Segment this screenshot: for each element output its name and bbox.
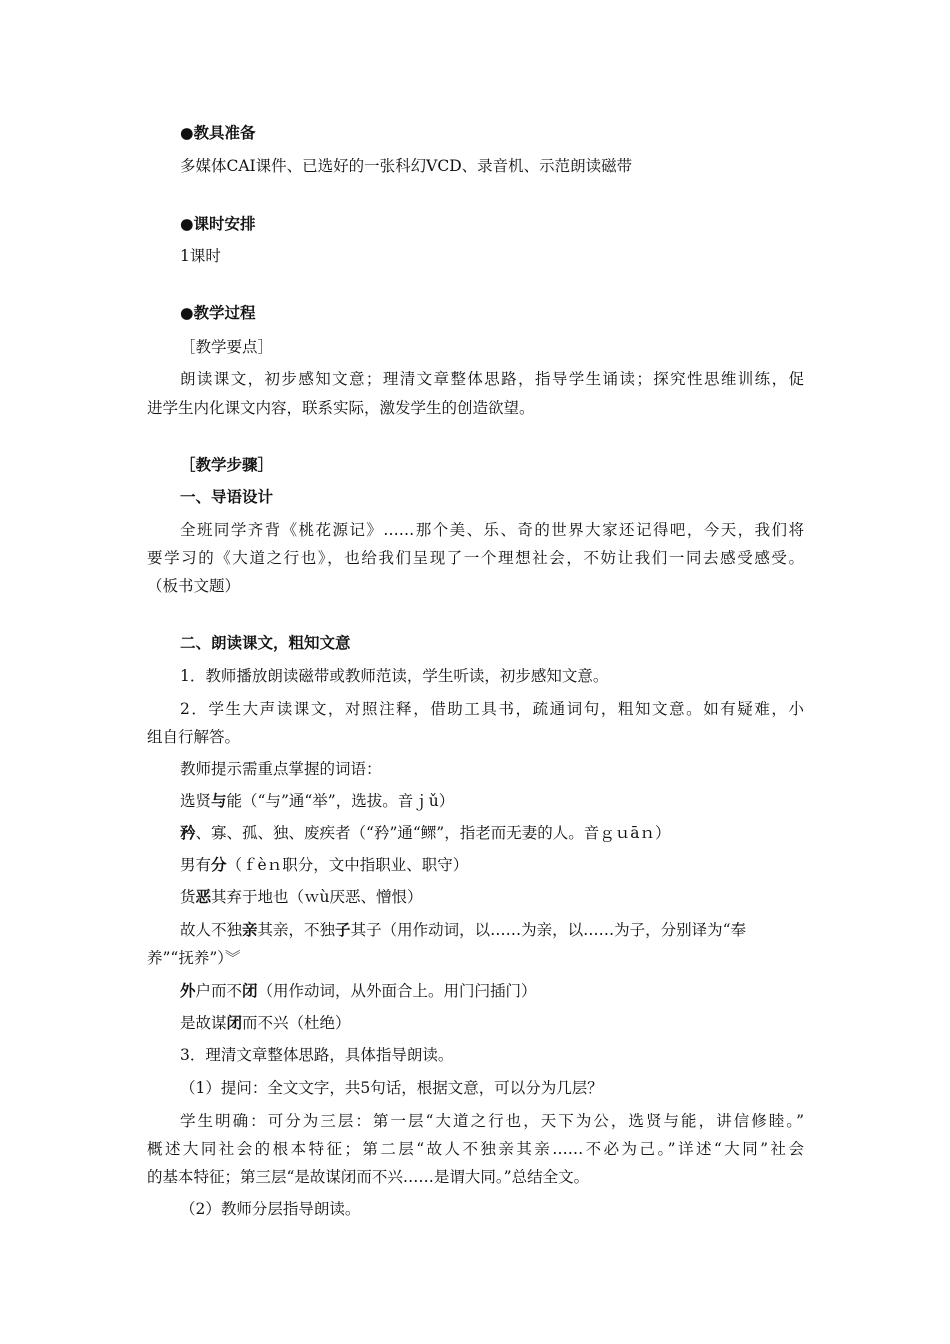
intro-heading: 一、导语设计	[180, 488, 274, 506]
reading-item-1: 1．教师播放朗读磁带或教师范读，学生听读，初步感知文意。	[180, 667, 609, 685]
vocab-keyword: 闭	[242, 982, 258, 1000]
vocab-note: 而不兴（杜绝）	[242, 1014, 351, 1032]
points-line-1: 朗读课文，初步感知文意；理清文章整体思路，指导学生诵读；探究性思维训练，促	[180, 370, 804, 388]
intro-line-3: （板书文题）	[147, 577, 241, 595]
vocab-item	[180, 855, 468, 875]
vocab-note: （用作动词，从外面合上。用门闩插门）	[257, 982, 537, 1000]
vocab-keyword: 亲	[242, 921, 258, 939]
vocab-item-continued: 养”“抚养”）︾	[147, 949, 241, 967]
vocab-keyword: 与	[211, 792, 227, 810]
answer-line-1: 学生明确：可分为三层：第一层“大道之行也，天下为公，选贤与能，讲信修睦。”	[180, 1112, 804, 1130]
vocab-note: 能（“与”通“举”，选拔。音ｊǔ）	[226, 792, 455, 810]
vocab-note: （ｆèｎ职分，文中指职业、职守）	[226, 856, 469, 874]
reading-item-2-line-1: 2．学生大声读课文，对照注释，借助工具书，疏通词句，粗知文意。如有疑难，小	[180, 700, 804, 718]
schedule-text: 1课时	[180, 247, 221, 265]
vocab-text: 货	[180, 888, 196, 906]
question-2: （2）教师分层指导朗读。	[180, 1200, 361, 1218]
vocab-item	[180, 981, 537, 1001]
intro-line-1: 全班同学齐背《桃花源记》……那个美、乐、奇的世界大家还记得吧，今天，我们将	[180, 521, 804, 539]
reading-item-2-line-2: 组自行解答。	[147, 728, 241, 746]
vocab-note: 其弃于地也（ｗù厌恶、憎恨）	[211, 888, 423, 906]
vocab-text: 是故谋	[180, 1014, 227, 1032]
vocab-item	[180, 823, 670, 843]
vocab-text: 户而不	[195, 982, 243, 1000]
vocab-keyword: 子	[335, 921, 351, 939]
vocab-keyword: 分	[211, 856, 227, 874]
question-1: （1）提问：全文文字，共5句话，根据文意，可以分为几层？	[180, 1079, 603, 1097]
steps-label: ［教学步骤］	[180, 456, 274, 474]
vocab-text: 男有	[180, 856, 212, 874]
vocab-note: 其子（用作动词，以……为亲，以……为子，分别译为“奉	[350, 921, 746, 939]
vocab-text: 其亲，不独	[257, 921, 336, 939]
vocab-text: 故人不独	[180, 921, 243, 939]
vocab-intro: 教师提示需重点掌握的词语：	[180, 760, 382, 778]
reading-item-3: 3．理清文章整体思路，具体指导朗读。	[180, 1046, 454, 1064]
vocab-keyword: 恶	[195, 888, 212, 906]
intro-line-2: 要学习的《大道之行也》，也给我们呈现了一个理想社会，不妨让我们一同去感受感受。	[147, 549, 804, 567]
vocab-item	[180, 887, 423, 907]
schedule-heading: ●课时安排	[180, 215, 256, 233]
reading-heading: 二、朗读课文，粗知文意	[180, 634, 351, 652]
vocab-keyword: 矜	[180, 824, 196, 842]
vocab-item	[180, 791, 454, 811]
materials-heading: ●教具准备	[180, 124, 256, 142]
points-label: ［教学要点］	[180, 338, 274, 356]
vocab-text: 选贤	[180, 792, 212, 810]
vocab-item	[180, 1013, 351, 1033]
vocab-keyword: 外	[180, 982, 196, 1000]
vocab-note: 、寡、孤、独、废疾者（“矜”通“鳏”，指老而无妻的人。音ｇｕāｎ）	[195, 824, 671, 842]
vocab-item	[180, 920, 746, 940]
answer-line-2: 概述大同社会的根本特征；第二层“故人不独亲其亲……不必为己。”详述“大同”社会	[147, 1140, 804, 1158]
answer-line-3: 的基本特征；第三层“是故谋闭而不兴……是谓大同。”总结全文。	[147, 1168, 590, 1186]
points-line-2: 进学生内化课文内容，联系实际，激发学生的创造欲望。	[147, 399, 535, 417]
process-heading: ●教学过程	[180, 304, 256, 322]
vocab-keyword: 闭	[226, 1014, 243, 1032]
materials-text: 多媒体CAI课件、已选好的一张科幻VCD、录音机、示范朗读磁带	[180, 157, 633, 175]
